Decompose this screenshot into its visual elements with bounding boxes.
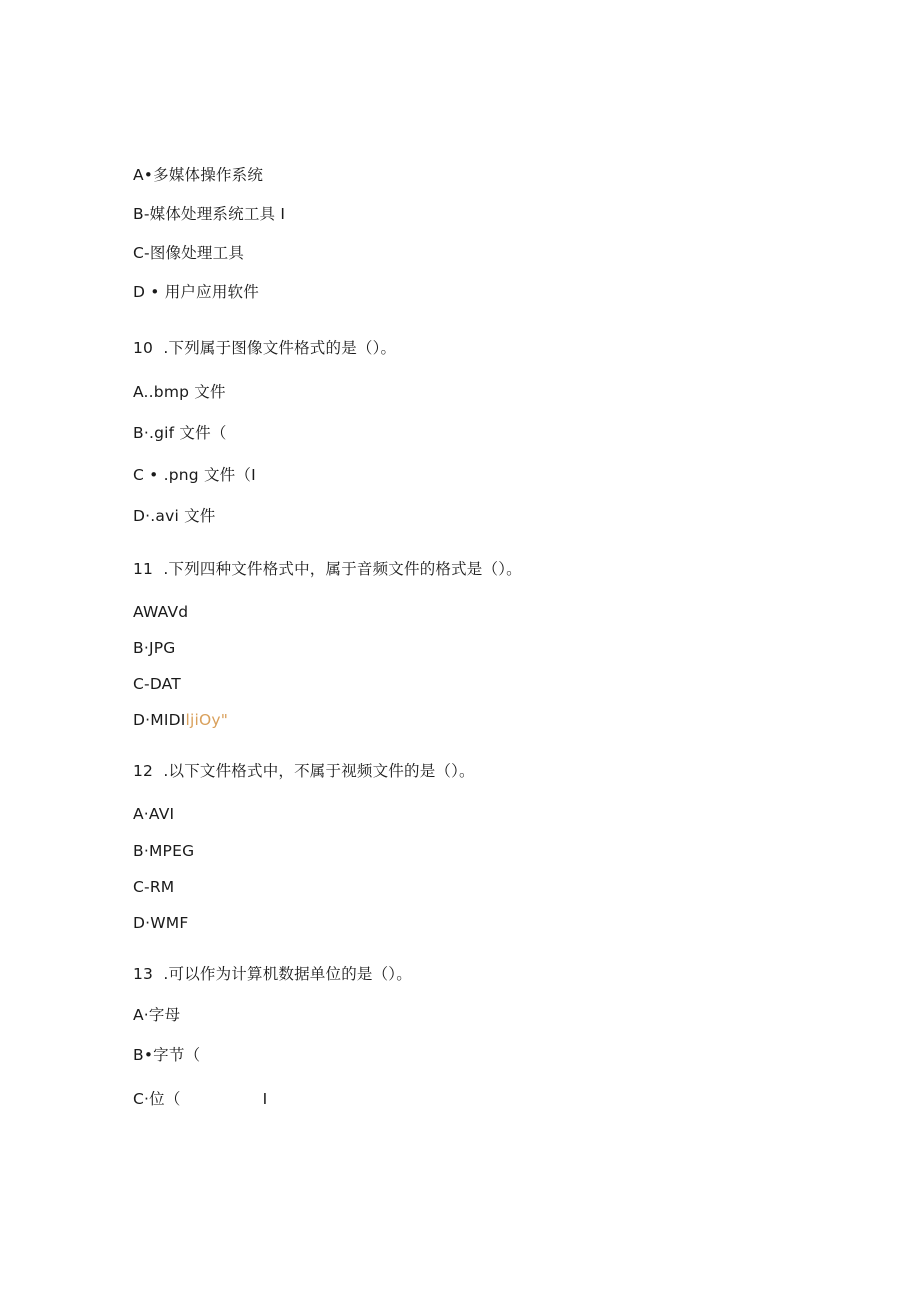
q13-option-c [133,1089,267,1109]
q12-option-c: C-RM [133,878,175,896]
q12-option-d: D·WMF [133,914,189,932]
q13-question: 13 .可以作为计算机数据单位的是（）。 [133,965,412,983]
q9-option-b: B-媒体处理系统工具 I [133,205,286,223]
q13-option-b: B•字节（ [133,1046,201,1064]
q11-option-d-mark: ljiOy" [185,711,229,729]
q11-question: 11 .下列四种文件格式中，属于音频文件的格式是（）。 [133,560,522,578]
q12-option-a: A·AVI [133,805,175,823]
q11-option-d [133,710,228,730]
q11-option-d-text: D·MIDI [133,711,186,729]
q13-option-a: A·字母 [133,1006,181,1024]
q10-option-b: B·.gif 文件（ [133,424,227,442]
q12-question: 12 .以下文件格式中，不属于视频文件的是（）。 [133,762,475,780]
q10-option-c: C • .png 文件（I [133,466,256,484]
q9-option-a: A•多媒体操作系统 [133,166,264,184]
q11-option-c: C-DAT [133,675,181,693]
q10-option-d: D·.avi 文件 [133,507,216,525]
q10-question: 10 .下列属于图像文件格式的是（）。 [133,339,397,357]
q12-option-b: B·MPEG [133,842,195,860]
q13-option-c-mark: I [262,1090,268,1108]
q9-option-d: D • 用户应用软件 [133,283,259,301]
q13-option-c-text: C·位（ [133,1090,181,1108]
q9-option-c: C-图像处理工具 [133,244,245,262]
q11-option-a: AWAVd [133,603,189,621]
q10-option-a: A..bmp 文件 [133,383,226,401]
q11-option-b: B·JPG [133,639,176,657]
